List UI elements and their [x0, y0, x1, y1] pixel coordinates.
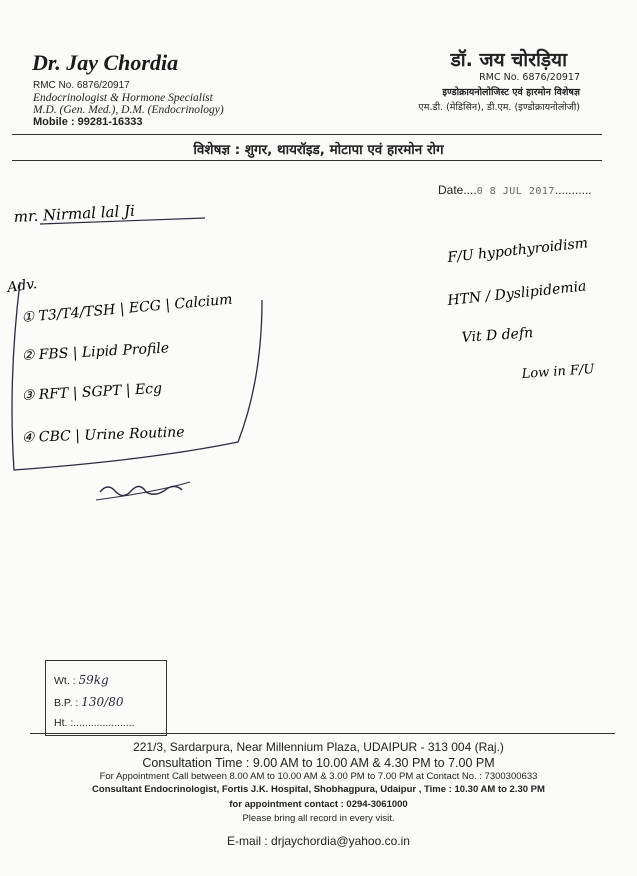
vitals-box [45, 660, 167, 736]
degrees: M.D. (Gen. Med.), D.M. (Endocrinology) [33, 104, 224, 116]
date-dots: ........... [554, 183, 592, 197]
clinic-address: 221/3, Sardarpura, Near Millennium Plaza, UDAIPUR - 313 004 (Raj.) [133, 740, 504, 754]
rmc-number: RMC No. 6876/20917 [33, 80, 130, 91]
height-row: Ht. :..................... [54, 717, 135, 729]
rmc-number-right: RMC No. 6876/20917 [479, 72, 580, 83]
weight-row: Wt. : 59kg [54, 673, 109, 687]
doctor-name-hindi: डॉ. जय चोरड़िया [450, 49, 567, 71]
diagnosis-2: HTN / Dyslipidemia [446, 278, 588, 309]
advice-line-4: ④ CBC | Urine Routine [21, 424, 185, 446]
advice-line-2: ② FBS | Lipid Profile [21, 340, 170, 364]
appointment-contact: for appointment contact : 0294-3061000 [229, 799, 408, 810]
doctor-name: Dr. Jay Chordia [32, 50, 179, 75]
specialty: Endocrinologist & Hormone Specialist [33, 92, 213, 104]
date-stamp: 0 8 JUL 2017 [476, 186, 555, 197]
footer-rule [30, 733, 615, 734]
bp-row: B.P. : 130/80 [54, 695, 124, 709]
email: E-mail : drjaychordia@yahoo.co.in [227, 834, 410, 848]
specialist-line: विशेषज्ञ : शुगर, थायरॉइड, मोटापा एवं हारमोन रोग [193, 142, 444, 158]
bp-value: 130/80 [81, 695, 124, 709]
advice-line-1: ① T3/T4/TSH | ECG | Calcium [20, 291, 234, 326]
consultant-hospital: Consultant Endocrinologist, Fortis J.K. Hospital, Shobhagpura, Udaipur , Time : 10.30 AM to 2.30 PM [92, 784, 545, 795]
bring-records-note: Please bring all record in every visit. [242, 813, 395, 824]
degrees-hindi: एम.डी. (मेडिसिन), डी.एम. (इण्डोक्रायनोलोजी) [418, 102, 580, 113]
mobile-number: Mobile : 99281-16333 [33, 116, 143, 128]
diagnosis-3: Vit D defn [461, 325, 534, 346]
weight-value: 59kg [78, 673, 109, 687]
consultation-time: Consultation Time : 9.00 AM to 10.00 AM & 4.30 PM to 7.00 PM [142, 756, 495, 770]
advice-line-3: ③ RFT | SGPT | Ecg [21, 380, 163, 404]
advice-label: Adv. [6, 275, 39, 296]
diagnosis-1: F/U hypothyroidism [446, 235, 589, 266]
appointment-info: For Appointment Call between 8.00 AM to 10.00 AM & 3.00 PM to 7.00 PM at Contact No. : 7300300633 [99, 771, 538, 782]
diagnosis-4: Low in F/U [521, 361, 595, 382]
signature-underline [96, 482, 190, 500]
date-label: Date.... [438, 183, 477, 197]
patient-name: mr. Nirmal lal Ji [13, 201, 136, 226]
specialty-hindi: इण्डोक्रायनोलोजिस्ट एवं हारमोन विशेषज्ञ [442, 87, 580, 98]
